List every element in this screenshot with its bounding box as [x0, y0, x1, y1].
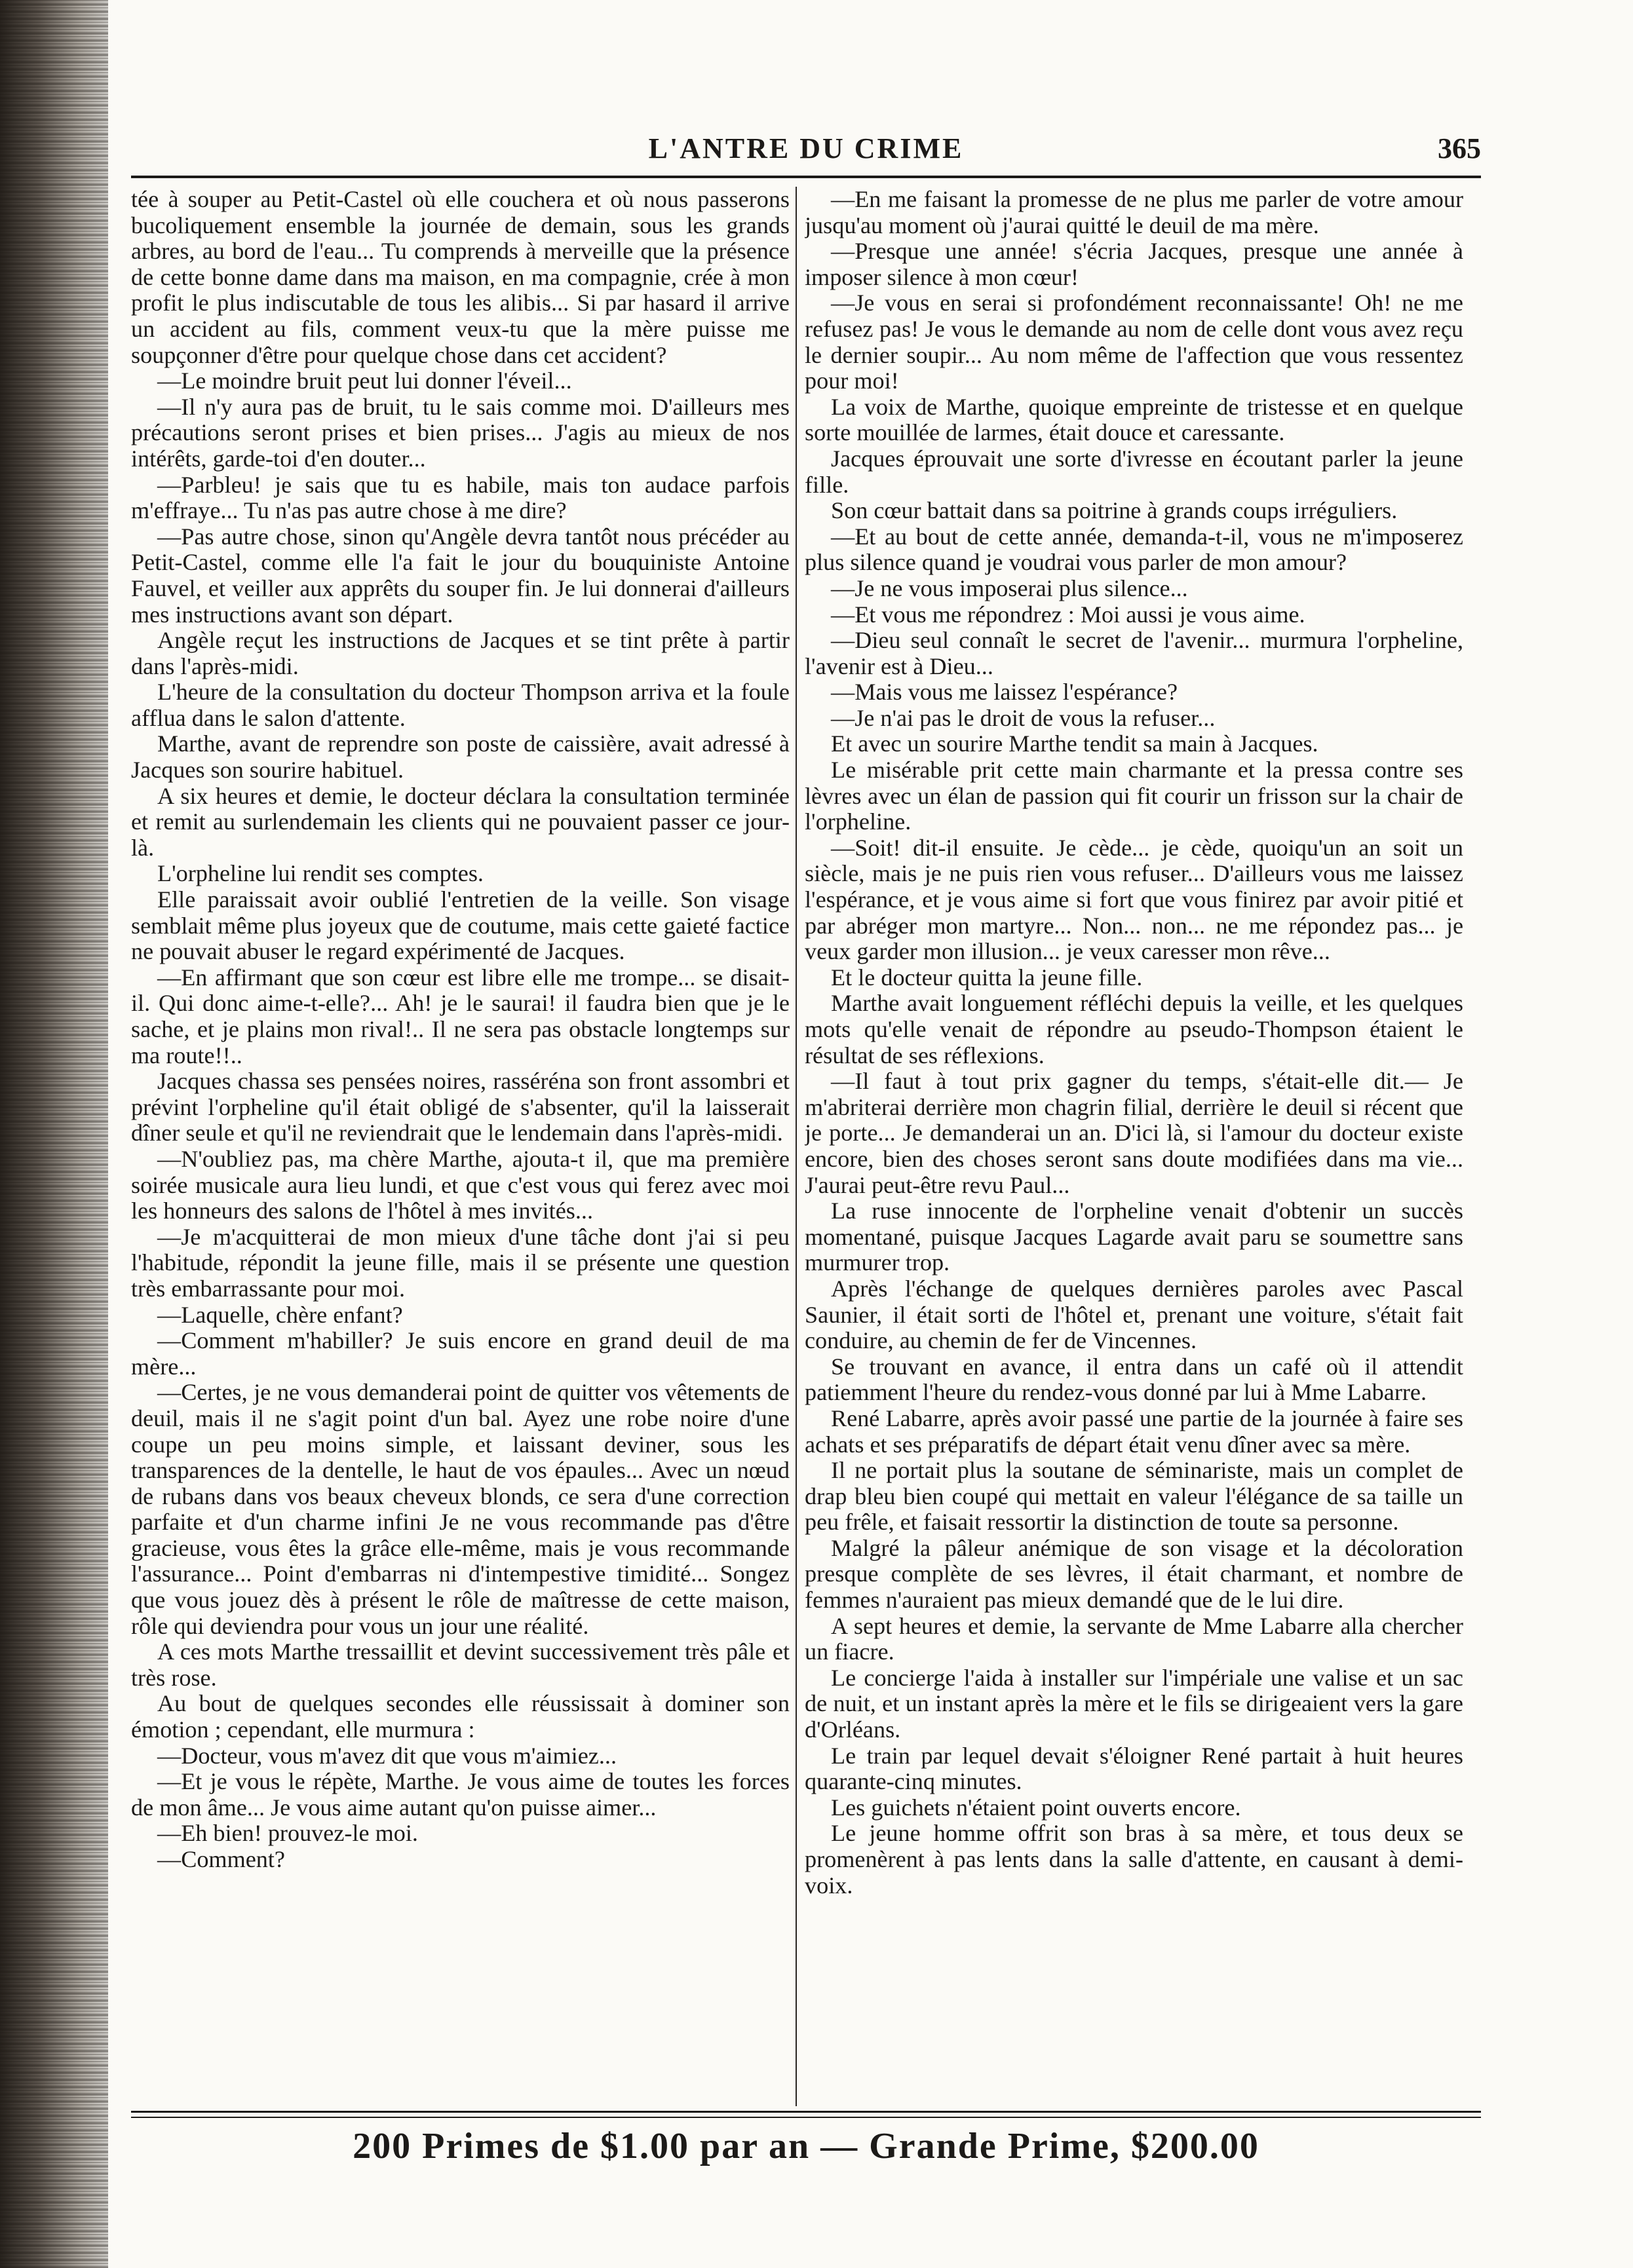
paragraph: —Parbleu! je sais que tu es habile, mais ton audace parfois m'effraye... Tu n'as pas autre chose à me dire? [131, 471, 790, 524]
paragraph: —Je vous en serai si profondément reconnaissante! Oh! ne me refusez pas! Je vous le demande au nom de celle dont vous avez reçu le dernier soupir... Au nom même de l'affection que vous ressentez pour moi! [805, 290, 1463, 394]
paragraph: —Et je vous le répète, Marthe. Je vous aime de toutes les forces de mon âme... Je vous aime autant qu'on puisse aimer... [131, 1768, 790, 1821]
paragraph: Les guichets n'étaient point ouverts encore. [831, 1794, 1241, 1821]
paragraph: La ruse innocente de l'orpheline venait d'obtenir un succès momentané, puisque Jacques Lagarde avait paru se soumettre sans murmurer trop. [805, 1198, 1463, 1276]
paragraph: Jacques éprouvait une sorte d'ivresse en écoutant parler la jeune fille. [805, 445, 1463, 498]
paragraph: La voix de Marthe, quoique empreinte de tristesse et en quelque sorte mouillée de larmes, était douce et caressante. [805, 393, 1463, 446]
running-title: L'ANTRE DU CRIME [648, 132, 964, 164]
paragraph: —Presque une année! s'écria Jacques, presque une année à imposer silence à mon cœur! [805, 238, 1463, 290]
paragraph: —Je m'acquitterai de mon mieux d'une tâche dont j'ai si peu l'habitude, répondit la jeune fille, mais il se présente une question très embarrassante pour moi. [131, 1223, 790, 1302]
footer-rule [131, 2111, 1481, 2113]
paragraph: —En me faisant la promesse de ne plus me parler de votre amour jusqu'au moment où j'aurai quitté le deuil de ma mère. [805, 187, 1463, 238]
footer-advertisement: 200 Primes de $1.00 par an — Grande Prime, $200.00 [353, 2126, 1259, 2166]
paragraph: Au bout de quelques secondes elle réussissait à dominer son émotion ; cependant, elle murmura : [131, 1690, 790, 1743]
paragraph: —Je ne vous imposerai plus silence... [831, 575, 1188, 601]
paragraph: —Pas autre chose, sinon qu'Angèle devra tantôt nous précéder au Petit-Castel, comme elle l'a fait le jour du bouquiniste Antoine Fauvel, et veiller aux apprêts du souper fin. Je lui donnerai d'ailleurs mes instructions avant son départ. [131, 523, 790, 628]
paragraph: Jacques chassa ses pensées noires, rasséréna son front assombri et prévint l'orpheline qu'il était obligé de s'absenter, qu'il la laisserait dîner seule et qu'il ne reviendrait que le lendemain dans l'après-midi. [131, 1068, 790, 1146]
paragraph: L'orpheline lui rendit ses comptes. [157, 860, 484, 887]
paragraph: Après l'échange de quelques dernières paroles avec Pascal Saunier, il était sorti de l'hôtel et, prenant une voiture, s'était fait conduire, au chemin de fer de Vincennes. [805, 1275, 1463, 1354]
paragraph: —Et vous me répondrez : Moi aussi je vous aime. [831, 601, 1305, 628]
paragraph: —Il faut à tout prix gagner du temps, s'était-elle dit.— Je m'abriterai derrière mon chagrin filial, derrière le deuil si récent que je porte... Je demanderai un an. D'ici là, si l'amour du docteur existe encore, bien des choses seront sans doute modifiées dans ma vie... J'aurai peut-être revu Paul... [805, 1068, 1463, 1198]
paragraph: A sept heures et demie, la servante de Mme Labarre alla chercher un fiacre. [805, 1612, 1463, 1665]
paragraph: —En affirmant que son cœur est libre elle me trompe... se disait-il. Qui donc aime-t-elle?... Ah! je le saurai! il faudra bien que je le sache, et je plains mon rival!.. Il ne sera pas obstacle longtemps sur ma route!!.. [131, 964, 790, 1068]
paragraph: —Laquelle, chère enfant? [157, 1301, 403, 1328]
paragraph: Le misérable prit cette main charmante et la pressa contre ses lèvres avec un élan de passion qui fit courir un frisson sur la chair de l'orpheline. [805, 757, 1463, 835]
page-header [131, 128, 1481, 174]
paragraph: —Docteur, vous m'avez dit que vous m'aimiez... [157, 1742, 617, 1769]
book-binding-edge [0, 0, 108, 2268]
paragraph: A six heures et demie, le docteur déclara la consultation terminée et remit au surlendemain les clients qui ne pouvaient passer ce jour-là. [131, 782, 790, 861]
paragraph: —Mais vous me laissez l'espérance? [831, 679, 1178, 706]
paragraph: A ces mots Marthe tressaillit et devint successivement très pâle et très rose. [131, 1638, 790, 1691]
paragraph: Malgré la pâleur anémique de son visage et la décoloration presque complète de ses lèvres, il était charmant, et nombre de femmes n'auraient pas mieux demandé que de le lui dire. [805, 1534, 1463, 1614]
paragraph: —Eh bien! prouvez-le moi. [157, 1820, 418, 1847]
paragraph: —Le moindre bruit peut lui donner l'éveil... [157, 368, 572, 394]
paragraph: —Et au bout de cette année, demanda-t-il, vous ne m'imposerez plus silence quand je voudrai vous parler de mon amour? [805, 523, 1463, 576]
paragraph: Le train par lequel devait s'éloigner René partait à huit heures quarante-cinq minutes. [805, 1742, 1463, 1795]
paragraph: —N'oubliez pas, ma chère Marthe, ajouta-t il, que ma première soirée musicale aura lieu lundi, et que c'est vous qui ferez avec moi les honneurs des salons de l'hôtel à mes invités... [131, 1145, 790, 1224]
paragraph: Son cœur battait dans sa poitrine à grands coups irréguliers. [831, 497, 1398, 524]
paragraph: —Il n'y aura pas de bruit, tu le sais comme moi. D'ailleurs mes précautions seront prises et bien prises... J'agis au mieux de nos intérêts, garde-toi d'en douter... [131, 393, 790, 472]
column-divider [796, 187, 797, 2106]
paragraph: Le concierge l'aida à installer sur l'impériale une valise et un sac de nuit, et un instant après la mère et le fils se dirigeaient vers la gare d'Orléans. [805, 1664, 1463, 1743]
paragraph: Et avec un sourire Marthe tendit sa main à Jacques. [831, 730, 1318, 757]
paragraph: —Dieu seul connaît le secret de l'avenir... murmura l'orpheline, l'avenir est à Dieu... [805, 627, 1463, 679]
paragraph: René Labarre, après avoir passé une partie de la journée à faire ses achats et ses préparatifs de départ était venu dîner avec sa mère. [805, 1405, 1463, 1458]
paragraph: —Soit! dit-il ensuite. Je cède... je cède, quoiqu'un an soit un siècle, mais je ne puis rien vous refuser... D'ailleurs vous me laissez l'espérance, et je vous aime si fort que vous finirez par avoir pitié et par abréger mon martyre... Non... non... ne me répondez pas... je veux garder mon illusion... je veux caresser mon rêve... [805, 834, 1463, 965]
page-number: 365 [1438, 132, 1481, 164]
paragraph: Elle paraissait avoir oublié l'entretien de la veille. Son visage semblait même plus joyeux que de coutume, mais cette gaieté factice ne pouvait abuser le regard expérimenté de Jacques. [131, 886, 790, 965]
paragraph: —Je n'ai pas le droit de vous la refuser... [831, 704, 1216, 731]
paragraph: Se trouvant en avance, il entra dans un café où il attendit patiemment l'heure du rendez-vous donné par lui à Mme Labarre. [805, 1353, 1463, 1406]
paragraph: Marthe, avant de reprendre son poste de caissière, avait adressé à Jacques son sourire habituel. [131, 730, 790, 784]
paragraph: Marthe avait longuement réfléchi depuis la veille, et les quelques mots qu'elle venait de répondre au pseudo-Thompson étaient le résultat de ses réflexions. [805, 990, 1463, 1068]
right-column [805, 187, 1463, 2106]
paragraph: tée à souper au Petit-Castel où elle couchera et où nous passerons bucoliquement ensemble la journée de demain, sous les grands arbres, au bord de l'eau... Tu comprends à merveille que la présence de cette bonne dame dans ma maison, en ma compagnie, crée à mon profit le plus indiscutable de tous les alibis... Si par hasard il arrive un accident au fils, comment veux-tu que la mère puisse me soupçonner d'être pour quelque chose dans cet accident? [131, 187, 790, 368]
paragraph: —Comment? [157, 1846, 285, 1872]
paragraph: Angèle reçut les instructions de Jacques et se tint prête à partir dans l'après-midi. [131, 627, 790, 679]
paragraph: —Comment m'habiller? Je suis encore en grand deuil de ma mère... [131, 1327, 790, 1380]
paragraph: Il ne portait plus la soutane de séminariste, mais un complet de drap bleu bien coupé qui mettait en valeur l'élégance de sa taille un peu frêle, et faisait ressortir la distinction de toute sa personne. [805, 1457, 1463, 1536]
paragraph: L'heure de la consultation du docteur Thompson arriva et la foule afflua dans le salon d'attente. [131, 679, 790, 731]
paragraph: Et le docteur quitta la jeune fille. [831, 964, 1143, 991]
header-rule [131, 176, 1481, 178]
footer-rule-thin [131, 2117, 1481, 2118]
left-column [131, 187, 790, 2106]
paragraph: Le jeune homme offrit son bras à sa mère, et tous deux se promenèrent à pas lents dans la salle d'attente, en causant à demi-voix. [805, 1820, 1463, 1899]
paragraph: —Certes, je ne vous demanderai point de quitter vos vêtements de deuil, mais il ne s'agit point d'un bal. Ayez une robe noire d'une coupe un peu moins simple, et laissant deviner, sous les transparences de la dentelle, le haut de vos épaules... Avec un nœud de rubans dans vos beaux cheveux blonds, ce sera d'une correction parfaite et d'un charme infini Je ne vous recommande pas d'être gracieuse, vous êtes la grâce elle-même, mais je vous recommande l'assurance... Point d'embarras ni d'intempestive timidité... Songez que vous jouez dès à présent le rôle de maîtresse de cette maison, rôle qui deviendra pour vous un jour une réalité. [131, 1379, 790, 1639]
